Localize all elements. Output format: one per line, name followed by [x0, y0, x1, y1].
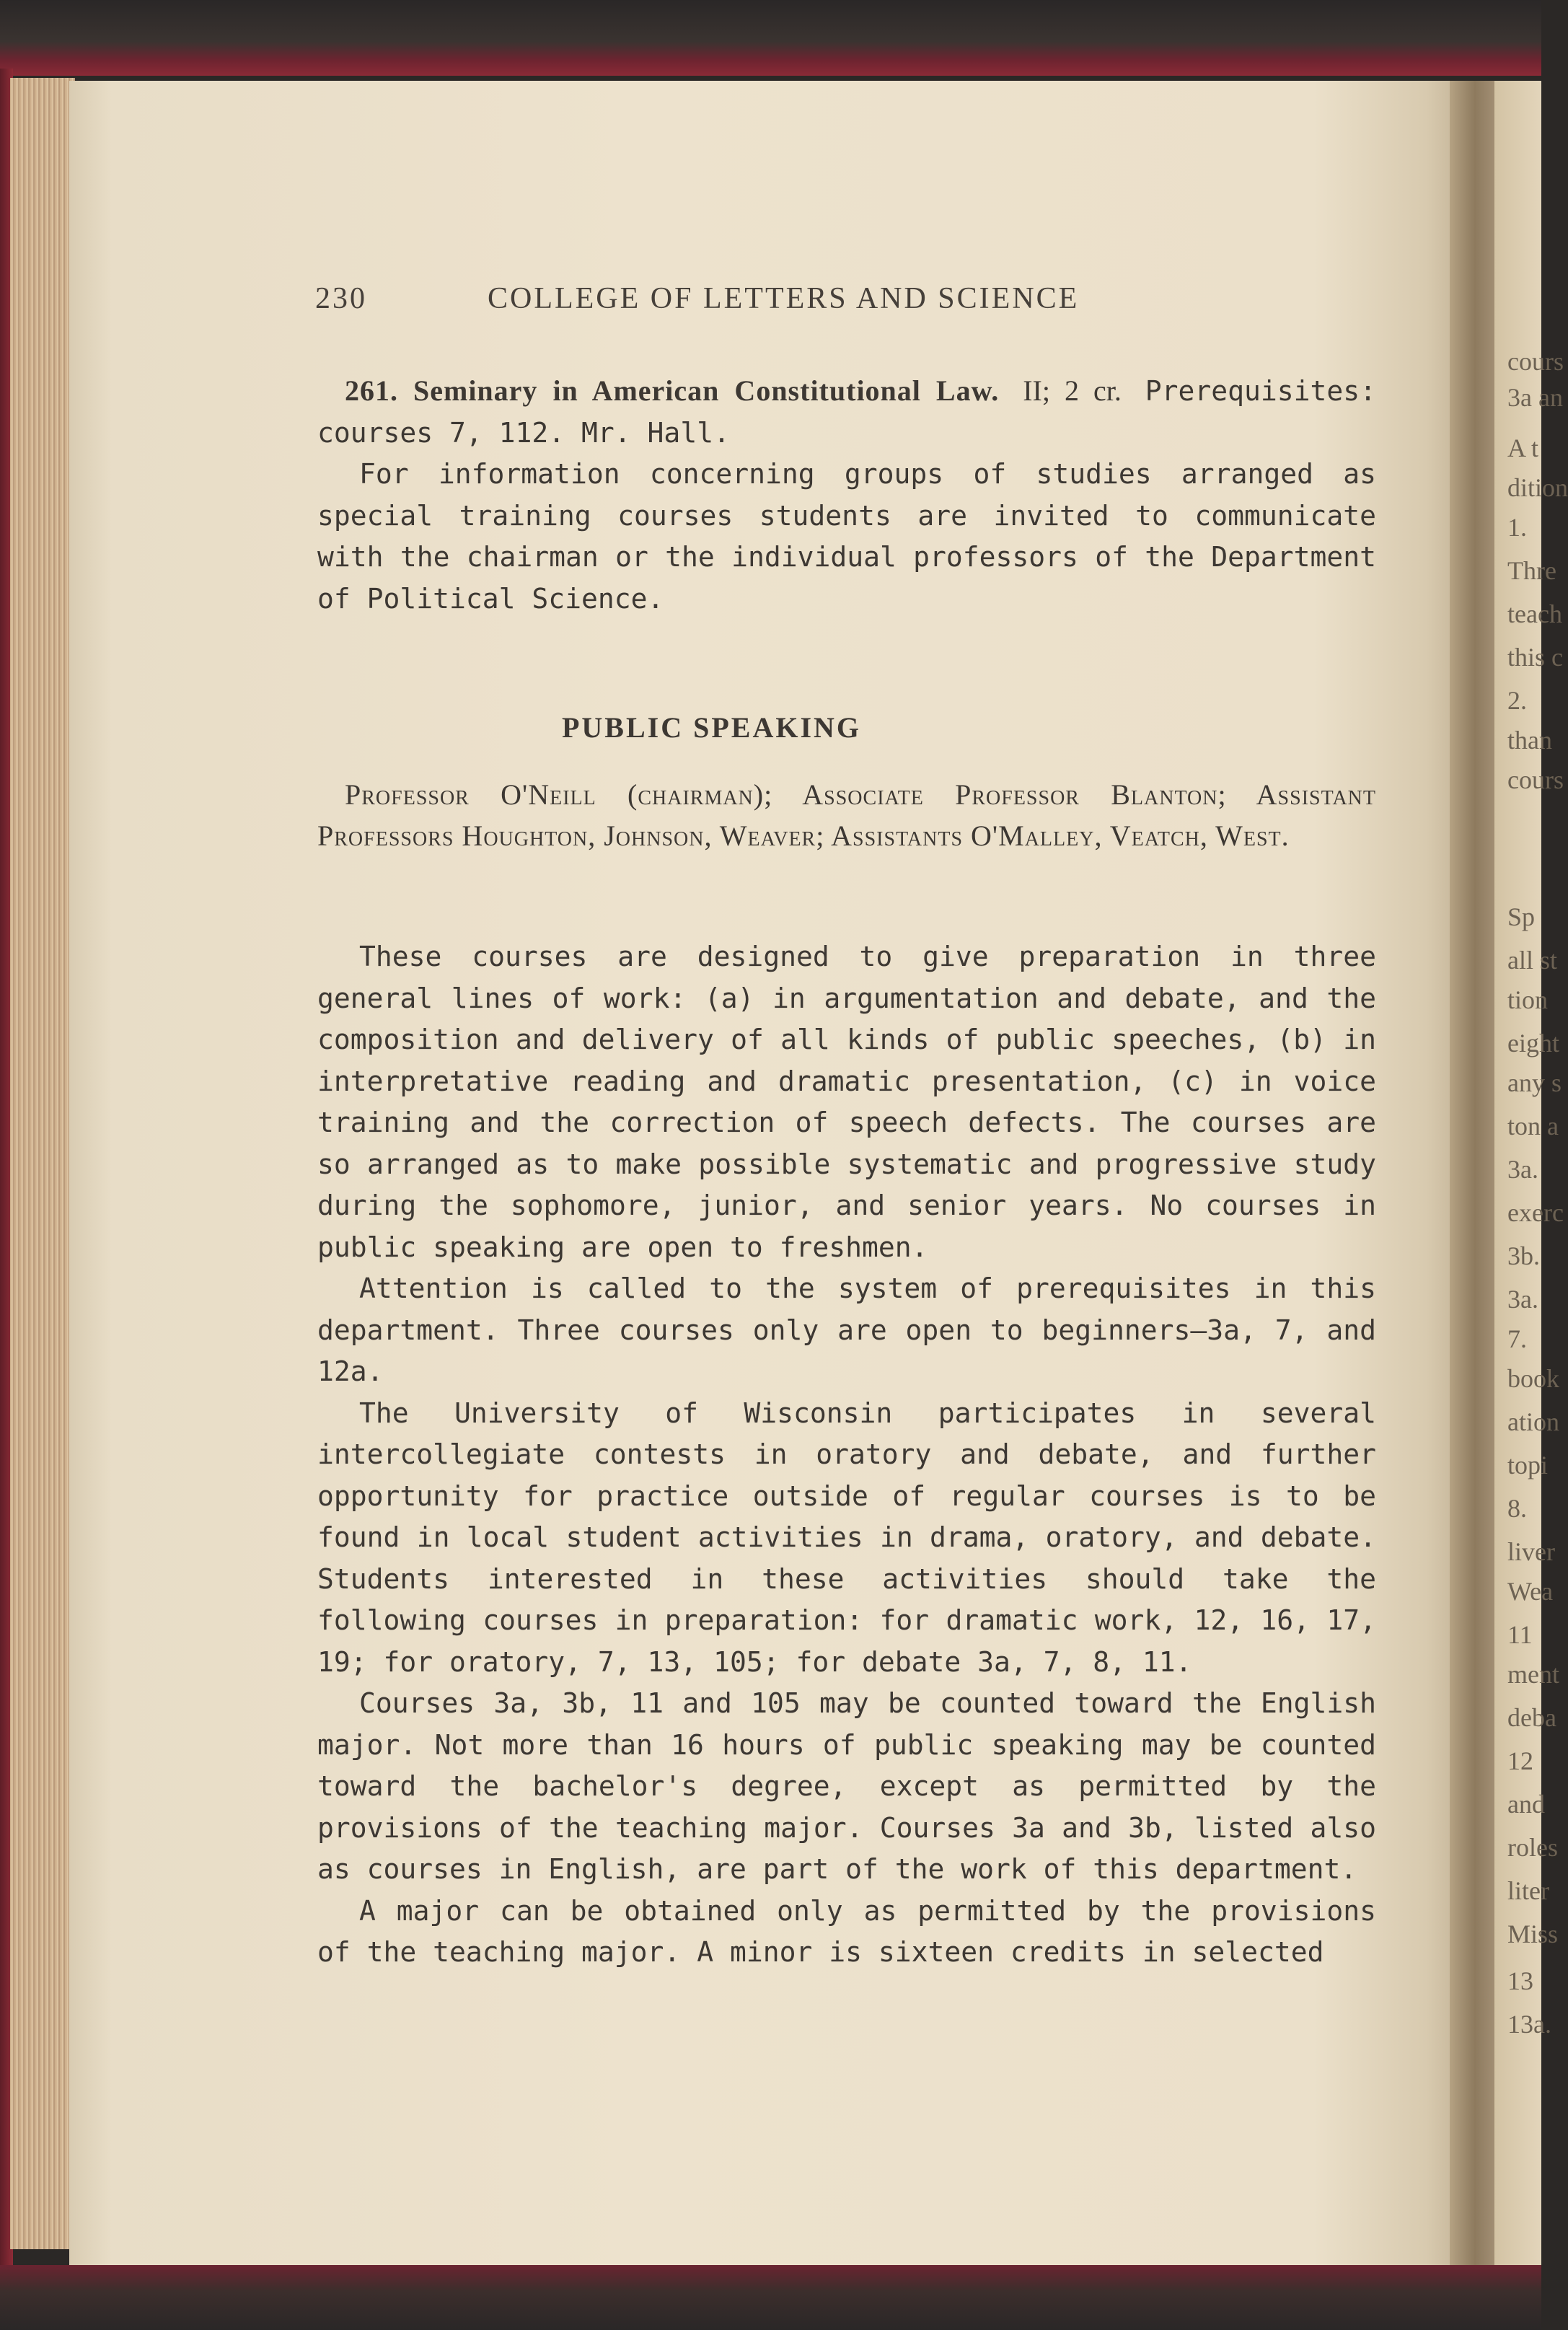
paragraph-prerequisites: Attention is called to the system of prerequisites in this department. Three courses only are open to beginners—3a, 7, and 12a.	[317, 1272, 1376, 1387]
facing-page-fragment: 3a.	[1507, 1285, 1538, 1314]
section-title-text: PUBLIC SPEAKING	[561, 711, 862, 744]
book-gutter	[1450, 81, 1500, 2267]
facing-page-fragment: and	[1507, 1790, 1545, 1819]
facing-page-fragment: deba	[1507, 1703, 1556, 1732]
book-cover-top	[0, 0, 1541, 76]
course-261-heading: 261. Seminary in American Constitutional Law.	[345, 374, 1000, 407]
facing-page-fragment: 11	[1507, 1620, 1533, 1649]
facing-page-fragment: 3a an	[1507, 383, 1563, 412]
facing-page-fragment: all st	[1507, 946, 1557, 975]
section-title	[0, 711, 1541, 744]
facing-page-fragment: liver	[1507, 1537, 1555, 1566]
facing-page-fragment: dition	[1507, 473, 1568, 502]
political-science-block	[317, 370, 1376, 620]
facing-page-fragment: 7.	[1507, 1324, 1527, 1353]
facing-page-fragment: A t	[1507, 434, 1539, 462]
facing-page-fragment: cours	[1507, 347, 1564, 376]
faculty-list: Professor O'Neill (chairman); Associate Professor Blanton; Assistant Professors Houghton, Johnson, Weaver; Assistants O'Malley, Veatch, West.	[317, 778, 1376, 852]
facing-page-fragment: than	[1507, 726, 1552, 755]
facing-page-fragment: this c	[1507, 643, 1563, 672]
facing-page-fragment: 8.	[1507, 1494, 1527, 1523]
facing-page-fragment: Sp	[1507, 902, 1536, 931]
facing-page-fragment: eight	[1507, 1029, 1559, 1058]
paragraph-lines-of-work: These courses are designed to give preparation in three general lines of work: (a) in argumentation and debate, and the composition and delivery of all kinds of public speeches, (b) in interpretative reading and dramatic presentation, (c) in voice training and the correction of speech defects. The courses are so arranged as to make possible systematic and progressive study during the sophomore, junior, and senior years. No courses in public speaking are open to freshmen.	[317, 941, 1376, 1263]
facing-page-fragment: liter	[1507, 1876, 1549, 1905]
course-261-prereq: Prerequisites: courses 7, 112. Mr. Hall.	[317, 375, 1377, 449]
facing-page-fragment: ton a	[1507, 1112, 1559, 1140]
facing-page-fragment: teach	[1507, 599, 1562, 628]
facing-page-fragment: 3a.	[1507, 1155, 1538, 1184]
page-number: 230	[315, 282, 367, 315]
facing-page-fragment: tion	[1507, 985, 1549, 1014]
facing-page-fragment: cours	[1507, 765, 1564, 794]
public-speaking-body	[317, 936, 1376, 1974]
political-science-note: For information concerning groups of studies arranged as special training courses students are invited to communicate with the chairman or the individual professors of the Department of Political Science.	[317, 458, 1376, 615]
facing-page-fragment: 2.	[1507, 686, 1527, 715]
course-261	[317, 370, 1376, 454]
facing-page-fragment: Wea	[1507, 1577, 1554, 1606]
facing-page-fragment: 1.	[1507, 513, 1527, 542]
facing-page-fragment: 13a.	[1507, 2010, 1551, 2039]
facing-page-edge	[1494, 81, 1568, 2267]
course-261-meta: II; 2 cr.	[1023, 374, 1122, 407]
facing-page-fragment: ation	[1507, 1407, 1559, 1436]
page-edges	[10, 78, 75, 2249]
paragraph-english-major: Courses 3a, 3b, 11 and 105 may be counted toward the English major. Not more than 16 hours of public speaking may be counted toward the bachelor's degree, except as permitted by the provisions of the teaching major. Courses 3a and 3b, listed also as courses in English, are part of the work of this department.	[317, 1687, 1376, 1885]
facing-page-fragment: 13	[1507, 1966, 1533, 1995]
facing-page-fragment: Miss	[1507, 1920, 1559, 1948]
paragraph-contests: The University of Wisconsin participates in several intercollegiate contests in oratory and debate, and further opportunity for practice outside of regular courses is to be found in local student activities in drama, oratory, and debate. Students interested in these activities should take the following courses in preparation: for dramatic work, 12, 16, 17, 19; for oratory, 7, 13, 105; for debate 3a, 7, 8, 11.	[317, 1397, 1376, 1678]
facing-page-fragment: Thre	[1507, 556, 1556, 585]
facing-page-fragment: 3b.	[1507, 1241, 1540, 1270]
facing-page-fragment: 12	[1507, 1746, 1533, 1775]
running-head-title: COLLEGE OF LETTERS AND SCIENCE	[488, 282, 1080, 315]
facing-page-fragment: exerc	[1507, 1198, 1564, 1227]
paragraph-major-minor: A major can be obtained only as permitted by the provisions of the teaching major. A minor is sixteen credits in selected	[317, 1894, 1376, 1968]
book-cover-bottom	[0, 2265, 1541, 2330]
facing-page-fragment: book	[1507, 1364, 1559, 1393]
facing-page-fragment: topi	[1507, 1451, 1549, 1480]
facing-page-fragment: ment	[1507, 1660, 1559, 1689]
facing-page-fragment: any s	[1507, 1068, 1562, 1097]
running-header	[315, 281, 1202, 325]
facing-page-fragment: roles	[1507, 1833, 1558, 1862]
